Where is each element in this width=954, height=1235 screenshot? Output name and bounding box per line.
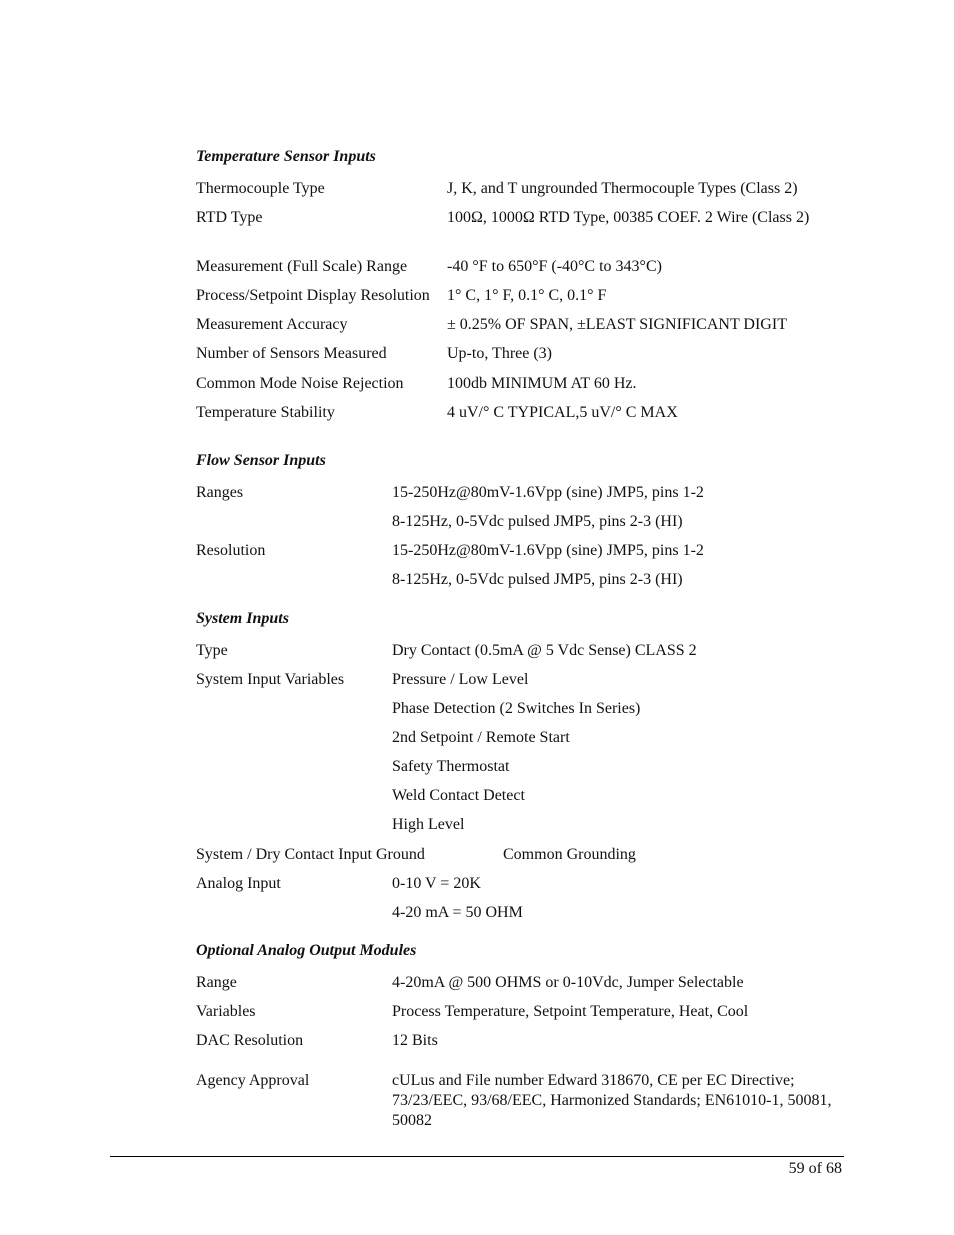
display-resolution-value: 1° C, 1° F, 0.1° C, 0.1° F xyxy=(447,287,607,304)
system-variables-label: System Input Variables xyxy=(196,671,345,688)
output-variables-value: Process Temperature, Setpoint Temperature, Heat, Cool xyxy=(392,1003,749,1020)
input-ground-label: System / Dry Contact Input Ground xyxy=(196,846,425,863)
analog-input-value: 4-20 mA = 50 OHM xyxy=(392,904,523,921)
rtd-type-value: 100Ω, 1000Ω RTD Type, 00385 COEF. 2 Wire (Class 2) xyxy=(447,209,810,226)
measurement-range-label: Measurement (Full Scale) Range xyxy=(196,258,408,275)
flow-resolution-label: Resolution xyxy=(196,542,266,559)
page-number: 59 of 68 xyxy=(788,1160,842,1177)
flow-ranges-value: 15-250Hz@80mV-1.6Vpp (sine) JMP5, pins 1-2 xyxy=(392,484,704,501)
system-variable-item: 2nd Setpoint / Remote Start xyxy=(392,729,570,746)
sensor-count-value: Up-to, Three (3) xyxy=(447,345,552,362)
output-section-heading: Optional Analog Output Modules xyxy=(196,942,417,959)
output-variables-label: Variables xyxy=(196,1003,256,1020)
rtd-type-label: RTD Type xyxy=(196,209,263,226)
thermocouple-type-value: J, K, and T ungrounded Thermocouple Types (Class 2) xyxy=(447,180,798,197)
system-variable-item: Safety Thermostat xyxy=(392,758,510,775)
temperature-stability-label: Temperature Stability xyxy=(196,404,335,421)
system-type-label: Type xyxy=(196,642,228,659)
system-variable-item: Weld Contact Detect xyxy=(392,787,525,804)
thermocouple-type-label: Thermocouple Type xyxy=(196,180,325,197)
analog-input-label: Analog Input xyxy=(196,875,281,892)
noise-rejection-label: Common Mode Noise Rejection xyxy=(196,375,404,392)
analog-input-value: 0-10 V = 20K xyxy=(392,875,481,892)
temperature-section-heading: Temperature Sensor Inputs xyxy=(196,148,376,165)
agency-approval-value: cULus and File number Edward 318670, CE per EC Directive; 73/23/EEC, 93/68/EEC, Harmonized Standards; EN61010-1, 50081, 50082 xyxy=(392,1072,832,1129)
dac-resolution-label: DAC Resolution xyxy=(196,1032,304,1049)
footer-rule xyxy=(110,1156,844,1157)
system-type-value: Dry Contact (0.5mA @ 5 Vdc Sense) CLASS 2 xyxy=(392,642,697,659)
flow-ranges-value: 8-125Hz, 0-5Vdc pulsed JMP5, pins 2-3 (HI) xyxy=(392,513,683,530)
system-variable-item: Phase Detection (2 Switches In Series) xyxy=(392,700,641,717)
system-variable-item: Pressure / Low Level xyxy=(392,671,529,688)
measurement-accuracy-label: Measurement Accuracy xyxy=(196,316,348,333)
output-range-label: Range xyxy=(196,974,237,991)
flow-resolution-value: 15-250Hz@80mV-1.6Vpp (sine) JMP5, pins 1-2 xyxy=(392,542,704,559)
temperature-stability-value: 4 uV/° C TYPICAL,5 uV/° C MAX xyxy=(447,404,678,421)
noise-rejection-value: 100db MINIMUM AT 60 Hz. xyxy=(447,375,637,392)
flow-ranges-label: Ranges xyxy=(196,484,244,501)
agency-approval-label: Agency Approval xyxy=(196,1072,310,1089)
sensor-count-label: Number of Sensors Measured xyxy=(196,345,387,362)
measurement-accuracy-value: ± 0.25% OF SPAN, ±LEAST SIGNIFICANT DIGIT xyxy=(447,316,787,333)
system-variable-item: High Level xyxy=(392,816,465,833)
input-ground-value: Common Grounding xyxy=(503,846,636,863)
measurement-range-value: -40 °F to 650°F (-40°C to 343°C) xyxy=(447,258,662,275)
flow-resolution-value: 8-125Hz, 0-5Vdc pulsed JMP5, pins 2-3 (HI) xyxy=(392,571,683,588)
dac-resolution-value: 12 Bits xyxy=(392,1032,438,1049)
display-resolution-label: Process/Setpoint Display Resolution xyxy=(196,287,430,304)
flow-section-heading: Flow Sensor Inputs xyxy=(196,452,326,469)
output-range-value: 4-20mA @ 500 OHMS or 0-10Vdc, Jumper Selectable xyxy=(392,974,744,991)
system-section-heading: System Inputs xyxy=(196,610,289,627)
